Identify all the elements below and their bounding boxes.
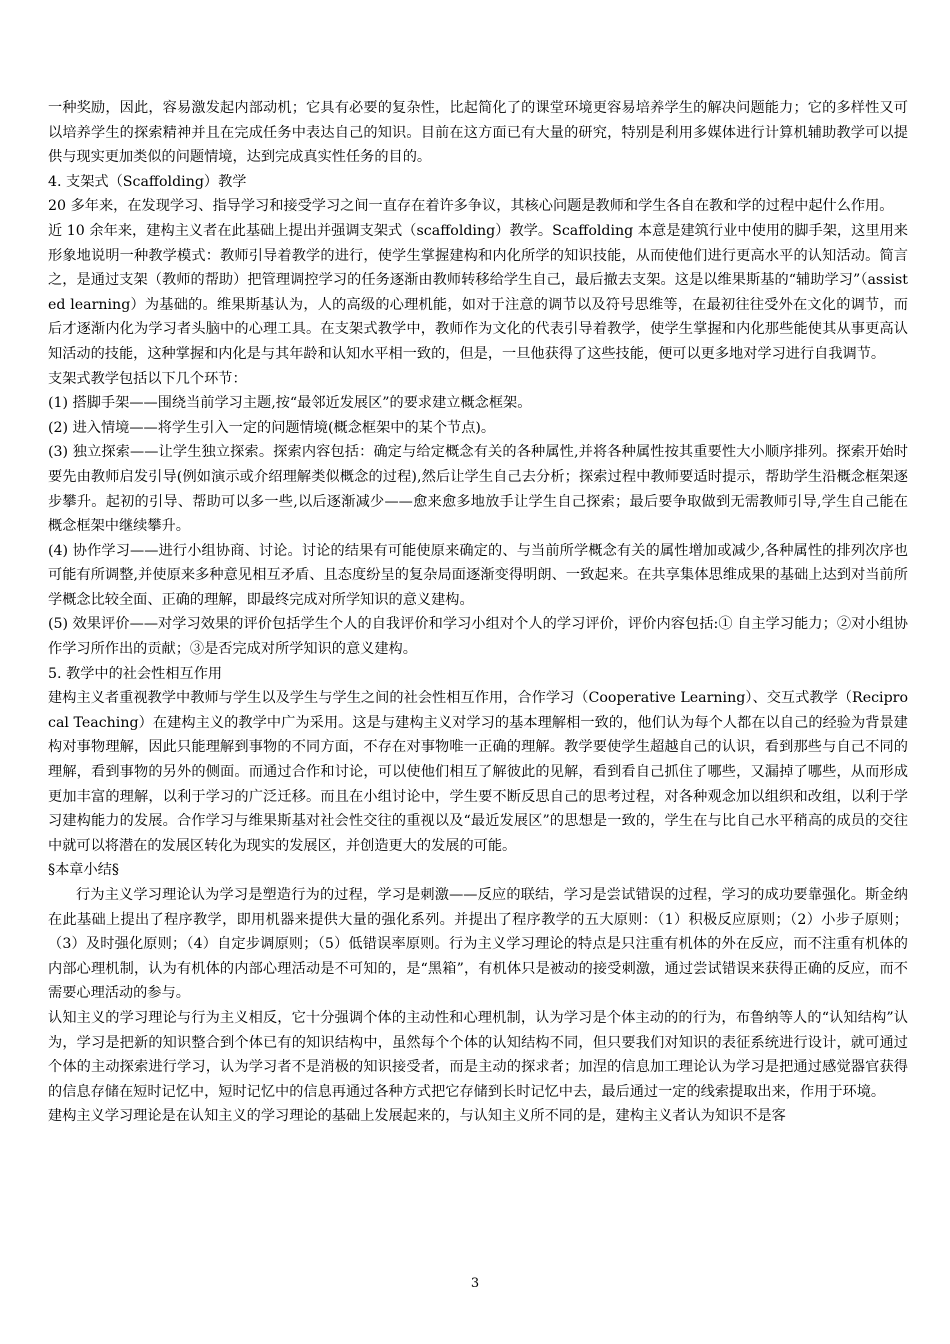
paragraph-behaviorism-summary: 行为主义学习理论认为学习是塑造行为的过程，学习是刺激——反应的联结，学习是尝试错误的过程，学习的成功要靠强化。斯金纳在此基础上提出了程序教学，即用机器来提供大量的强化系列。并提出了程序教学的五大原则：（1）积极反应原则；（2）小步子原则；（3）及时强化原则；（4）自定步调原则；（5）低错误率原则。行为主义学习理论的特点是只注重有机体的外在反应，而不注重有机体的内部心理机制，认为有机体的内部心理活动是不可知的，是“黑箱”，有机体只是被动的接受刺激，通过尝试错误来获得正确的反应，而不需要心理活动的参与。 xyxy=(48,887,908,1002)
paragraph-steps-intro: 支架式教学包括以下几个环节： xyxy=(48,370,247,387)
document-body xyxy=(48,96,908,1129)
section-heading-scaffolding: 4. 支架式（Scaffolding）教学 xyxy=(48,173,247,190)
page-number: 3 xyxy=(470,1276,480,1291)
list-item-step-2: (2) 进入情境——将学生引入一定的问题情境(概念框架中的某个节点)。 xyxy=(48,419,496,436)
paragraph-social-interaction: 建构主义者重视教学中教师与学生以及学生与学生之间的社会性相互作用，合作学习（Cooperative Learning）、交互式教学（Reciprocal Teaching）在建构主义的教学中广为采用。这是与建构主义对学习的基本理解相一致的，他们认为每个人都在以自己的经验为背景建构对事物理解，因此只能理解到事物的不同方面，不存在对事物唯一正确的理解。教学要使学生超越自己的认识，看到那些与自己不同的理解，看到事物的另外的侧面。而通过合作和讨论，可以使他们相互了解彼此的见解，看到看自己抓住了哪些，又漏掉了哪些，从而形成更加丰富的理解，以利于学习的广泛迁移。而且在小组讨论中，学生要不断反思自己的思考过程，对各种观念加以组织和改组，以利于学习建构能力的发展。合作学习与维果斯基对社会性交往的重视以及“最近发展区”的思想是一致的，学生在与比自己水平稍高的成员的交往中就可以将潜在的发展区转化为现实的发展区，并创造更大的发展的可能。 xyxy=(48,690,908,854)
list-item-step-3: (3) 独立探索——让学生独立探索。探索内容包括：确定与给定概念有关的各种属性,并将各种属性按其重要性大小顺序排列。探索开始时要先由教师启发引导(例如演示或介绍理解类似概念的过程),然后让学生自己去分析；探索过程中教师要适时提示，帮助学生沿概念框架逐步攀升。起初的引导、帮助可以多一些,以后逐渐减少——愈来愈多地放手让学生自己探索；最后要争取做到无需教师引导,学生自己能在概念框架中继续攀升。 xyxy=(48,444,908,535)
paragraph-intro-continued: 一种奖励，因此，容易激发起内部动机；它具有必要的复杂性，比起简化了的课堂环境更容易培养学生的解决问题能力；它的多样性又可以培养学生的探索精神并且在完成任务中表达自己的知识。目前在这方面已有大量的研究，特别是利用多媒体进行计算机辅助教学可以提供与现实更加类似的问题情境，达到完成真实性任务的目的。 xyxy=(48,100,908,166)
section-heading-social-interaction: 5. 教学中的社会性相互作用 xyxy=(48,665,223,682)
chapter-summary-heading: §本章小结§ xyxy=(48,862,119,879)
list-item-step-1: (1) 搭脚手架——围绕当前学习主题,按“最邻近发展区”的要求建立概念框架。 xyxy=(48,395,532,412)
paragraph-scaffolding-definition: 近 10 余年来，建构主义者在此基础上提出并强调支架式（scaffolding）教学。Scaffolding 本意是建筑行业中使用的脚手架，这里用来形象地说明一种教学模式：教师引导着教学的进行，使学生掌握建构和内化所学的知识技能，从而使他们进行更高水平的认知活动。简言之，是通过支架（教师的帮助）把管理调控学习的任务逐渐由教师转移给学生自己，最后撤去支架。这是以维果斯基的“辅助学习”（assisted learning）为基础的。维果斯基认为，人的高级的心理机能，如对于注意的调节以及符号思维等，在最初往往受外在文化的调节，而后才逐渐内化为学习者头脑中的心理工具。在支架式教学中，教师作为文化的代表引导着教学，使学生掌握和内化那些能使其从事更高认知活动的技能，这种掌握和内化是与其年龄和认知水平相一致的，但是，一旦他获得了这些技能，便可以更多地对学习进行自我调节。 xyxy=(48,222,908,362)
paragraph-cognitivism-summary: 认知主义的学习理论与行为主义相反，它十分强调个体的主动性和心理机制，认为学习是个体主动的的行为，布鲁纳等人的“认知结构”认为，学习是把新的知识整合到个体已有的知识结构中，虽然每个个体的认知结构不同，但只要我们对知识的表征系统进行设计，就可通过个体的主动探索进行学习，认为学习者不是消极的知识接受者，而是主动的探求者；加涅的信息加工理论认为学习是把通过感觉器官获得的信息存储在短时记忆中，短时记忆中的信息再通过各种方式把它存储到长时记忆中去，最后通过一定的线索提取出来，作用于环境。 xyxy=(48,1009,908,1100)
paragraph-debate: 20 多年来，在发现学习、指导学习和接受学习之间一直存在着许多争议，其核心问题是教师和学生各自在教和学的过程中起什么作用。 xyxy=(48,198,894,215)
paragraph-constructivism-summary: 建构主义学习理论是在认知主义的学习理论的基础上发展起来的，与认知主义所不同的是，建构主义者认为知识不是客 xyxy=(48,1108,786,1125)
list-item-step-5: (5) 效果评价——对学习效果的评价包括学生个人的自我评价和学习小组对个人的学习评价，评价内容包括:① 自主学习能力；②对小组协作学习所作出的贡献；③是否完成对所学知识的意义建构。 xyxy=(48,616,908,658)
list-item-step-4: (4) 协作学习——进行小组协商、讨论。讨论的结果有可能使原来确定的、与当前所学概念有关的属性增加或减少,各种属性的排列次序也可能有所调整,并使原来多种意见相互矛盾、且态度纷呈的复杂局面逐渐变得明朗、一致起来。在共享集体思维成果的基础上达到对当前所学概念比较全面、正确的理解，即最终完成对所学知识的意义建构。 xyxy=(48,542,908,608)
